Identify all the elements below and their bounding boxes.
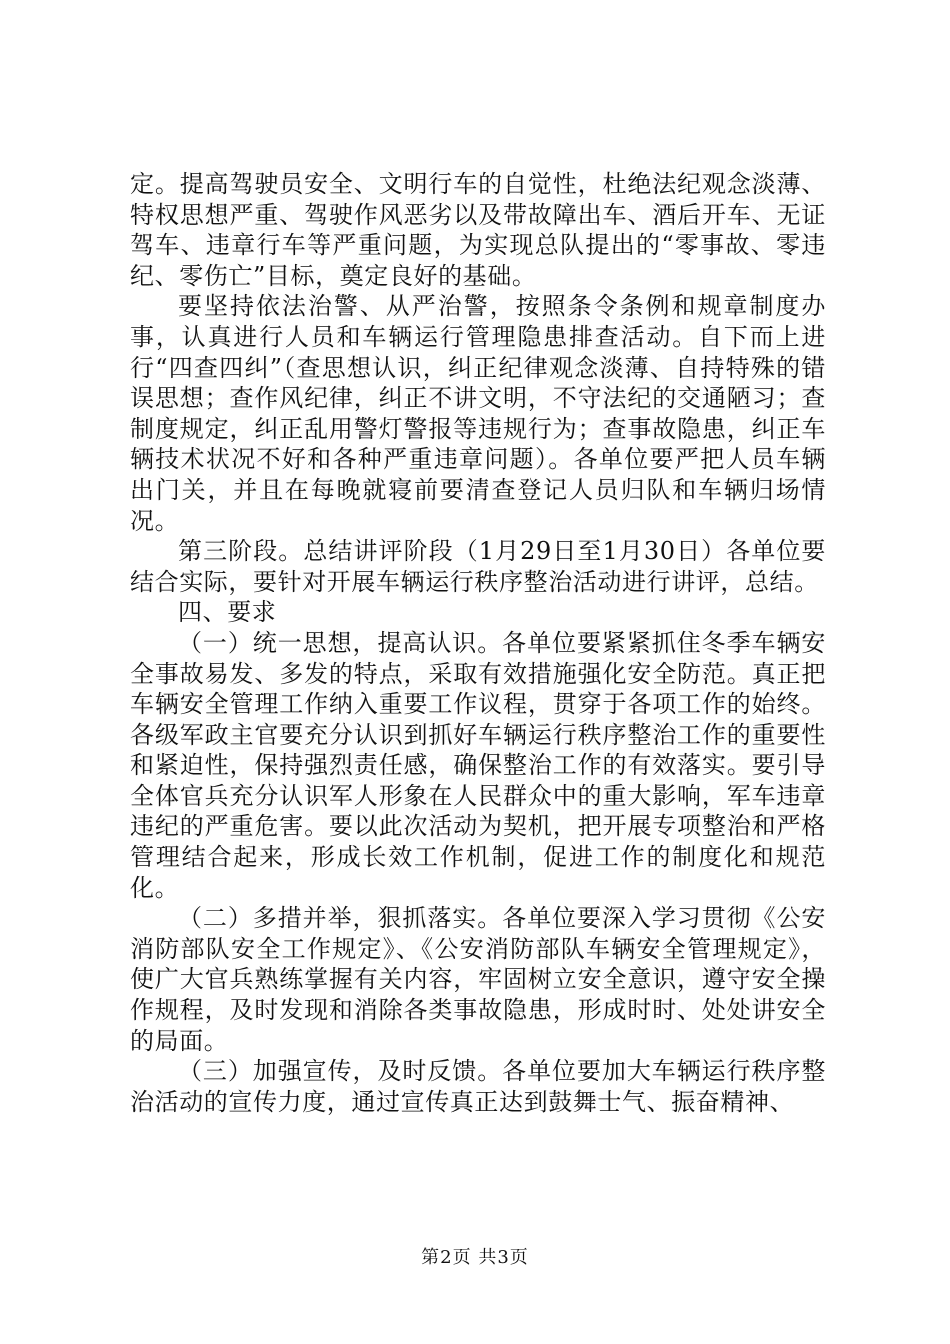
paragraph-continuation: 定。提高驾驶员安全、文明行车的自觉性，杜绝法纪观念淡薄、特权思想严重、驾驶作风恶劣以及带故障出车、酒后开车、无证驾车、违章行车等严重问题，为实现总队提出的“零事故、零违纪、零伤亡”目标，奠定良好的基础。 xyxy=(130,170,826,290)
paragraph-phase-three: 第三阶段。总结讲评阶段（1月29日至1月30日）各单位要结合实际，要针对开展车辆运行秩序整治活动进行讲评，总结。 xyxy=(130,537,826,596)
paragraph-requirement-1: （一）统一思想，提高认识。各单位要紧紧抓住冬季车辆安全事故易发、多发的特点，采取有效措施强化安全防范。真正把车辆安全管理工作纳入重要工作议程，贯穿于各项工作的始终。各级军政主官要充分认识到抓好车辆运行秩序整治工作的重要性和紧迫性，保持强烈责任感，确保整治工作的有效落实。要引导全体官兵充分认识军人形象在人民群众中的重大影响，军车违章违纪的严重危害。要以此次活动为契机，把开展专项整治和严格管理结合起来，形成长效工作机制，促进工作的制度化和规范化。 xyxy=(130,628,826,902)
section-heading-requirements: 四、要求 xyxy=(178,598,277,627)
paragraph-requirement-2: （二）多措并举，狠抓落实。各单位要深入学习贯彻《公安消防部队安全工作规定》、《公安消防部队车辆安全管理规定》，使广大官兵熟练掌握有关内容，牢固树立安全意识，遵守安全操作规程，及时发现和消除各类事故隐患，形成时时、处处讲安全的局面。 xyxy=(130,904,826,1055)
document-body xyxy=(130,169,826,1117)
paragraph-requirement-3: （三）加强宣传，及时反馈。各单位要加大车辆运行秩序整治活动的宣传力度，通过宣传真正达到鼓舞士气、振奋精神、 xyxy=(130,1057,826,1116)
paragraph-rectification: 要坚持依法治警、从严治警，按照条令条例和规章制度办事，认真进行人员和车辆运行管理隐患排查活动。自下而上进行“四查四纠”（查思想认识，纠正纪律观念淡薄、自持特殊的错误思想；查作风纪律，纠正不讲文明，不守法纪的交通陋习；查制度规定，纠正乱用警灯警报等违规行为；查事故隐患，纠正车辆技术状况不好和各种严重违章问题）。各单位要严把人员车辆出门关，并且在每晚就寝前要清查登记人员归队和车辆归场情况。 xyxy=(130,292,826,535)
page-footer: 第2页 共3页 xyxy=(421,1247,529,1268)
